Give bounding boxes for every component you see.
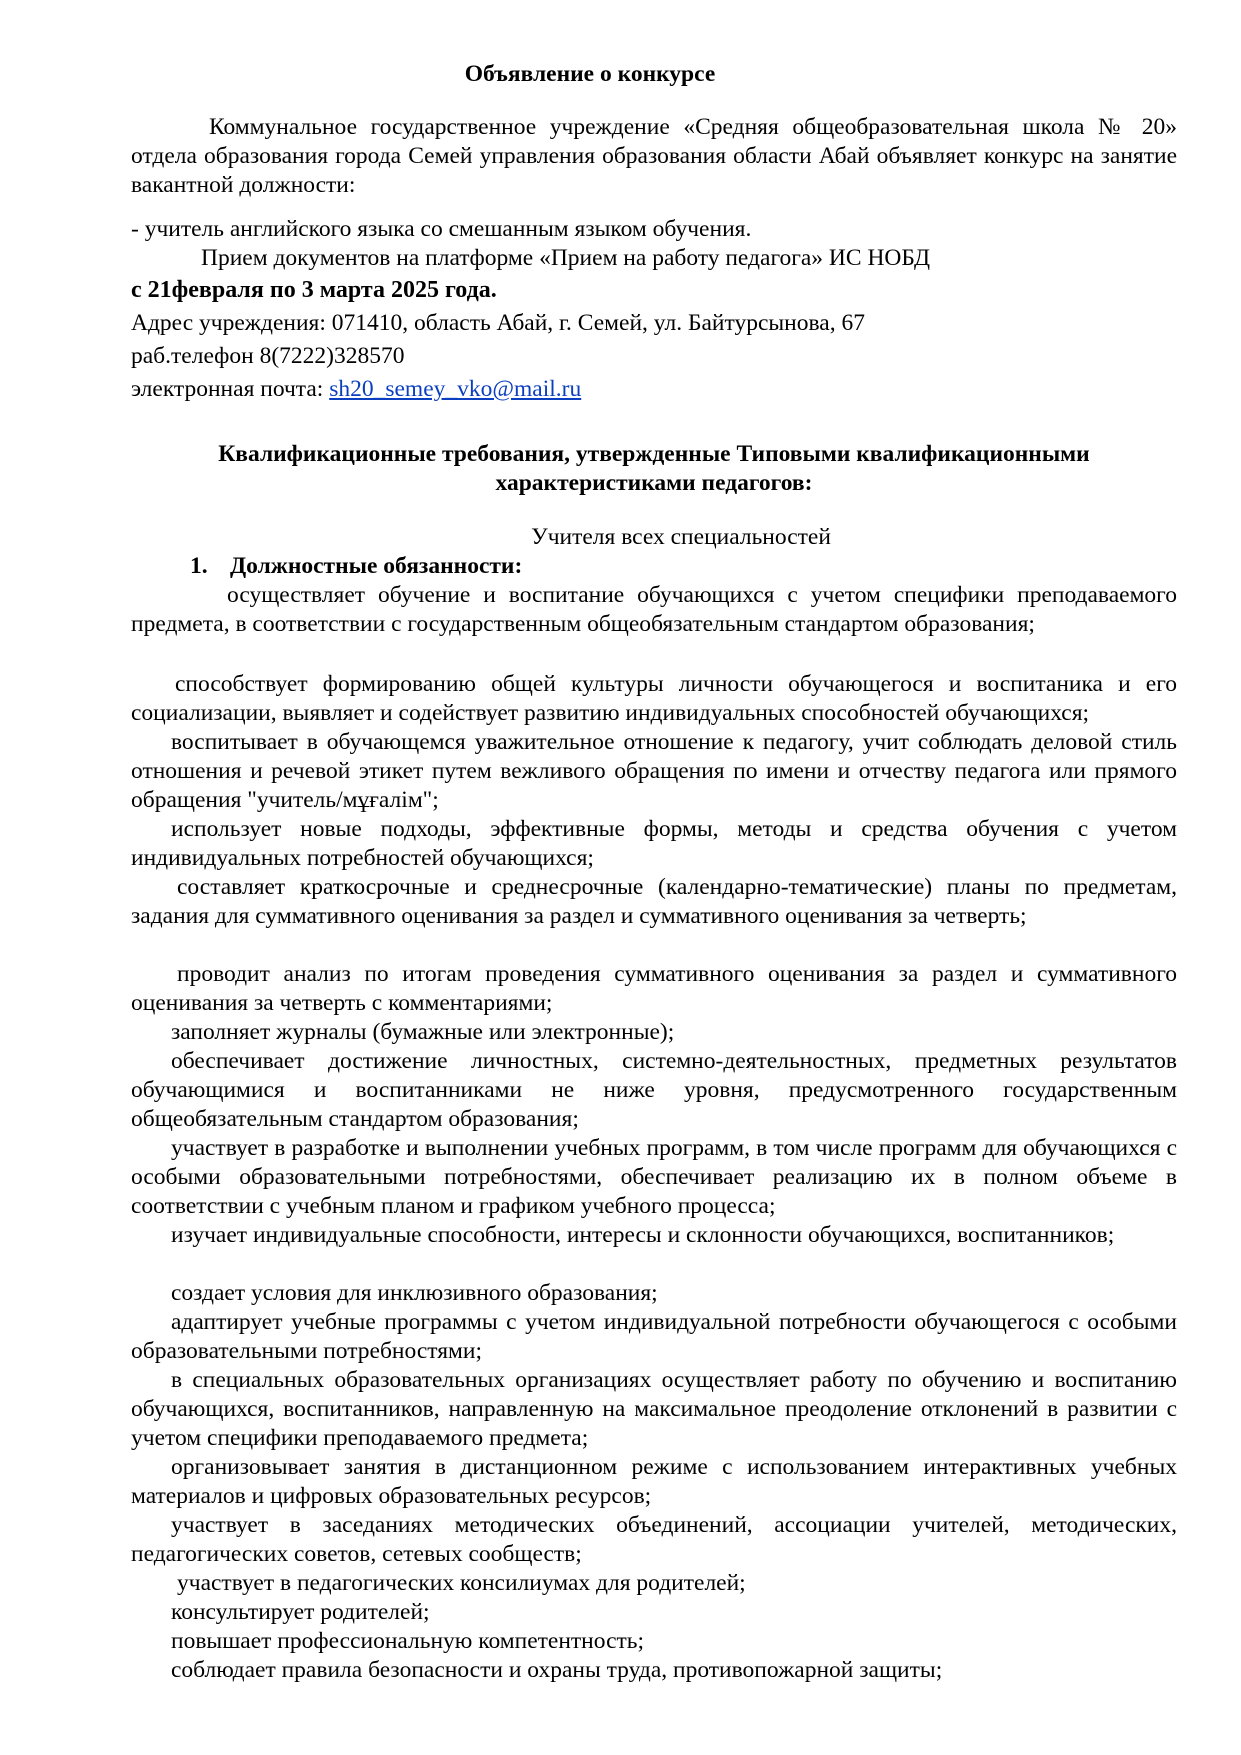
duty-item: организовывает занятия в дистанционном режиме с использованием интерактивных учебных материалов и цифровых образовательных ресурсов; — [131, 1454, 1177, 1509]
section-title: Должностные обязанности: — [230, 553, 523, 579]
section-number: 1. — [190, 553, 208, 579]
duty-item: воспитывает в обучающемся уважительное отношение к педагогу, учит соблюдать деловой стиль отношения и речевой этикет путем вежливого обращения по имени и отчеству педагога или прямого обращения "учитель/мұғалім"; — [131, 729, 1177, 813]
duty-item: в специальных образовательных организациях осуществляет работу по обучению и воспитанию обучающихся, воспитанников, направленную на максимальное преодоление отклонений в развитии с учетом специфики преподаваемого предмета; — [131, 1367, 1177, 1451]
duty-item: участвует в разработке и выполнении учебных программ, в том числе программ для обучающихся с особыми образовательными потребностями, обеспечивает реализацию их в полном объеме в соответствии с учебным планом и графиком учебного процесса; — [131, 1135, 1177, 1219]
email-line — [131, 375, 1177, 404]
requirements-heading-line2: характеристиками педагогов: — [495, 470, 813, 496]
duty-item: адаптирует учебные программы с учетом индивидуальной потребности обучающегося с особыми образовательными потребностями; — [131, 1309, 1177, 1364]
duty-item: повышает профессиональную компетентность; — [171, 1628, 645, 1654]
subheading-all-teachers: Учителя всех специальностей — [531, 524, 831, 550]
duty-item: обеспечивает достижение личностных, системно-деятельностных, предметных результатов обучающимися и воспитанниками не ниже уровня, предусмотренного государственным общеобязательным стандартом образования; — [131, 1048, 1177, 1132]
duty-item: участвует в педагогических консилиумах для родителей; — [177, 1570, 746, 1596]
work-phone: раб.телефон 8(7222)328570 — [131, 343, 405, 369]
duty-item: изучает индивидуальные способности, интересы и склонности обучающихся, воспитанников; — [171, 1222, 1115, 1248]
duty-item: использует новые подходы, эффективные формы, методы и средства обучения с учетом индивидуальных потребностей обучающихся; — [131, 816, 1177, 871]
reception-dates: с 21февраля по 3 марта 2025 года. — [131, 277, 497, 303]
duty-item: осуществляет обучение и воспитание обучающихся с учетом специфики преподаваемого предмета, в соответствии с государственным общеобязательным стандартом образования; — [131, 582, 1177, 637]
vacancy-position: - учитель английского языка со смешанным языком обучения. — [131, 216, 752, 242]
reception-info: Прием документов на платформе «Прием на работу педагога» ИС НОБД — [201, 245, 931, 271]
duty-item: консультирует родителей; — [171, 1599, 430, 1625]
duty-item: способствует формированию общей культуры личности обучающегося и воспитаника и его социализации, выявляет и содействует развитию индивидуальных способностей обучающихся; — [131, 671, 1177, 726]
duty-item: создает условия для инклюзивного образования; — [171, 1280, 658, 1306]
duty-item: проводит анализ по итогам проведения суммативного оценивания за раздел и суммативного оценивания за четверть с комментариями; — [131, 961, 1177, 1016]
section-heading — [190, 552, 522, 581]
email-link[interactable]: sh20_semey_vko@mail.ru — [329, 376, 582, 402]
page-title: Объявление о конкурсе — [464, 61, 716, 87]
duty-item: участвует в заседаниях методических объединений, ассоциации учителей, методических, педагогических советов, сетевых сообществ; — [131, 1512, 1177, 1567]
school-address: Адрес учреждения: 071410, область Абай, г. Семей, ул. Байтурсынова, 67 — [131, 310, 865, 336]
duty-item: соблюдает правила безопасности и охраны труда, противопожарной защиты; — [171, 1657, 943, 1683]
duty-item: заполняет журналы (бумажные или электронные); — [171, 1019, 675, 1045]
intro-paragraph: Коммунальное государственное учреждение «Средняя общеобразовательная школа № 20» отдела образования города Семей управления образования области Абай объявляет конкурс на занятие вакантной должности: — [131, 114, 1177, 198]
duty-item: составляет краткосрочные и среднесрочные (календарно-тематические) планы по предметам, задания для суммативного оценивания за раздел и суммативного оценивания за четверть; — [131, 874, 1177, 929]
email-label: электронная почта: — [131, 376, 330, 402]
requirements-heading-line1: Квалификационные требования, утвержденные Типовыми квалификационными — [218, 441, 1090, 467]
